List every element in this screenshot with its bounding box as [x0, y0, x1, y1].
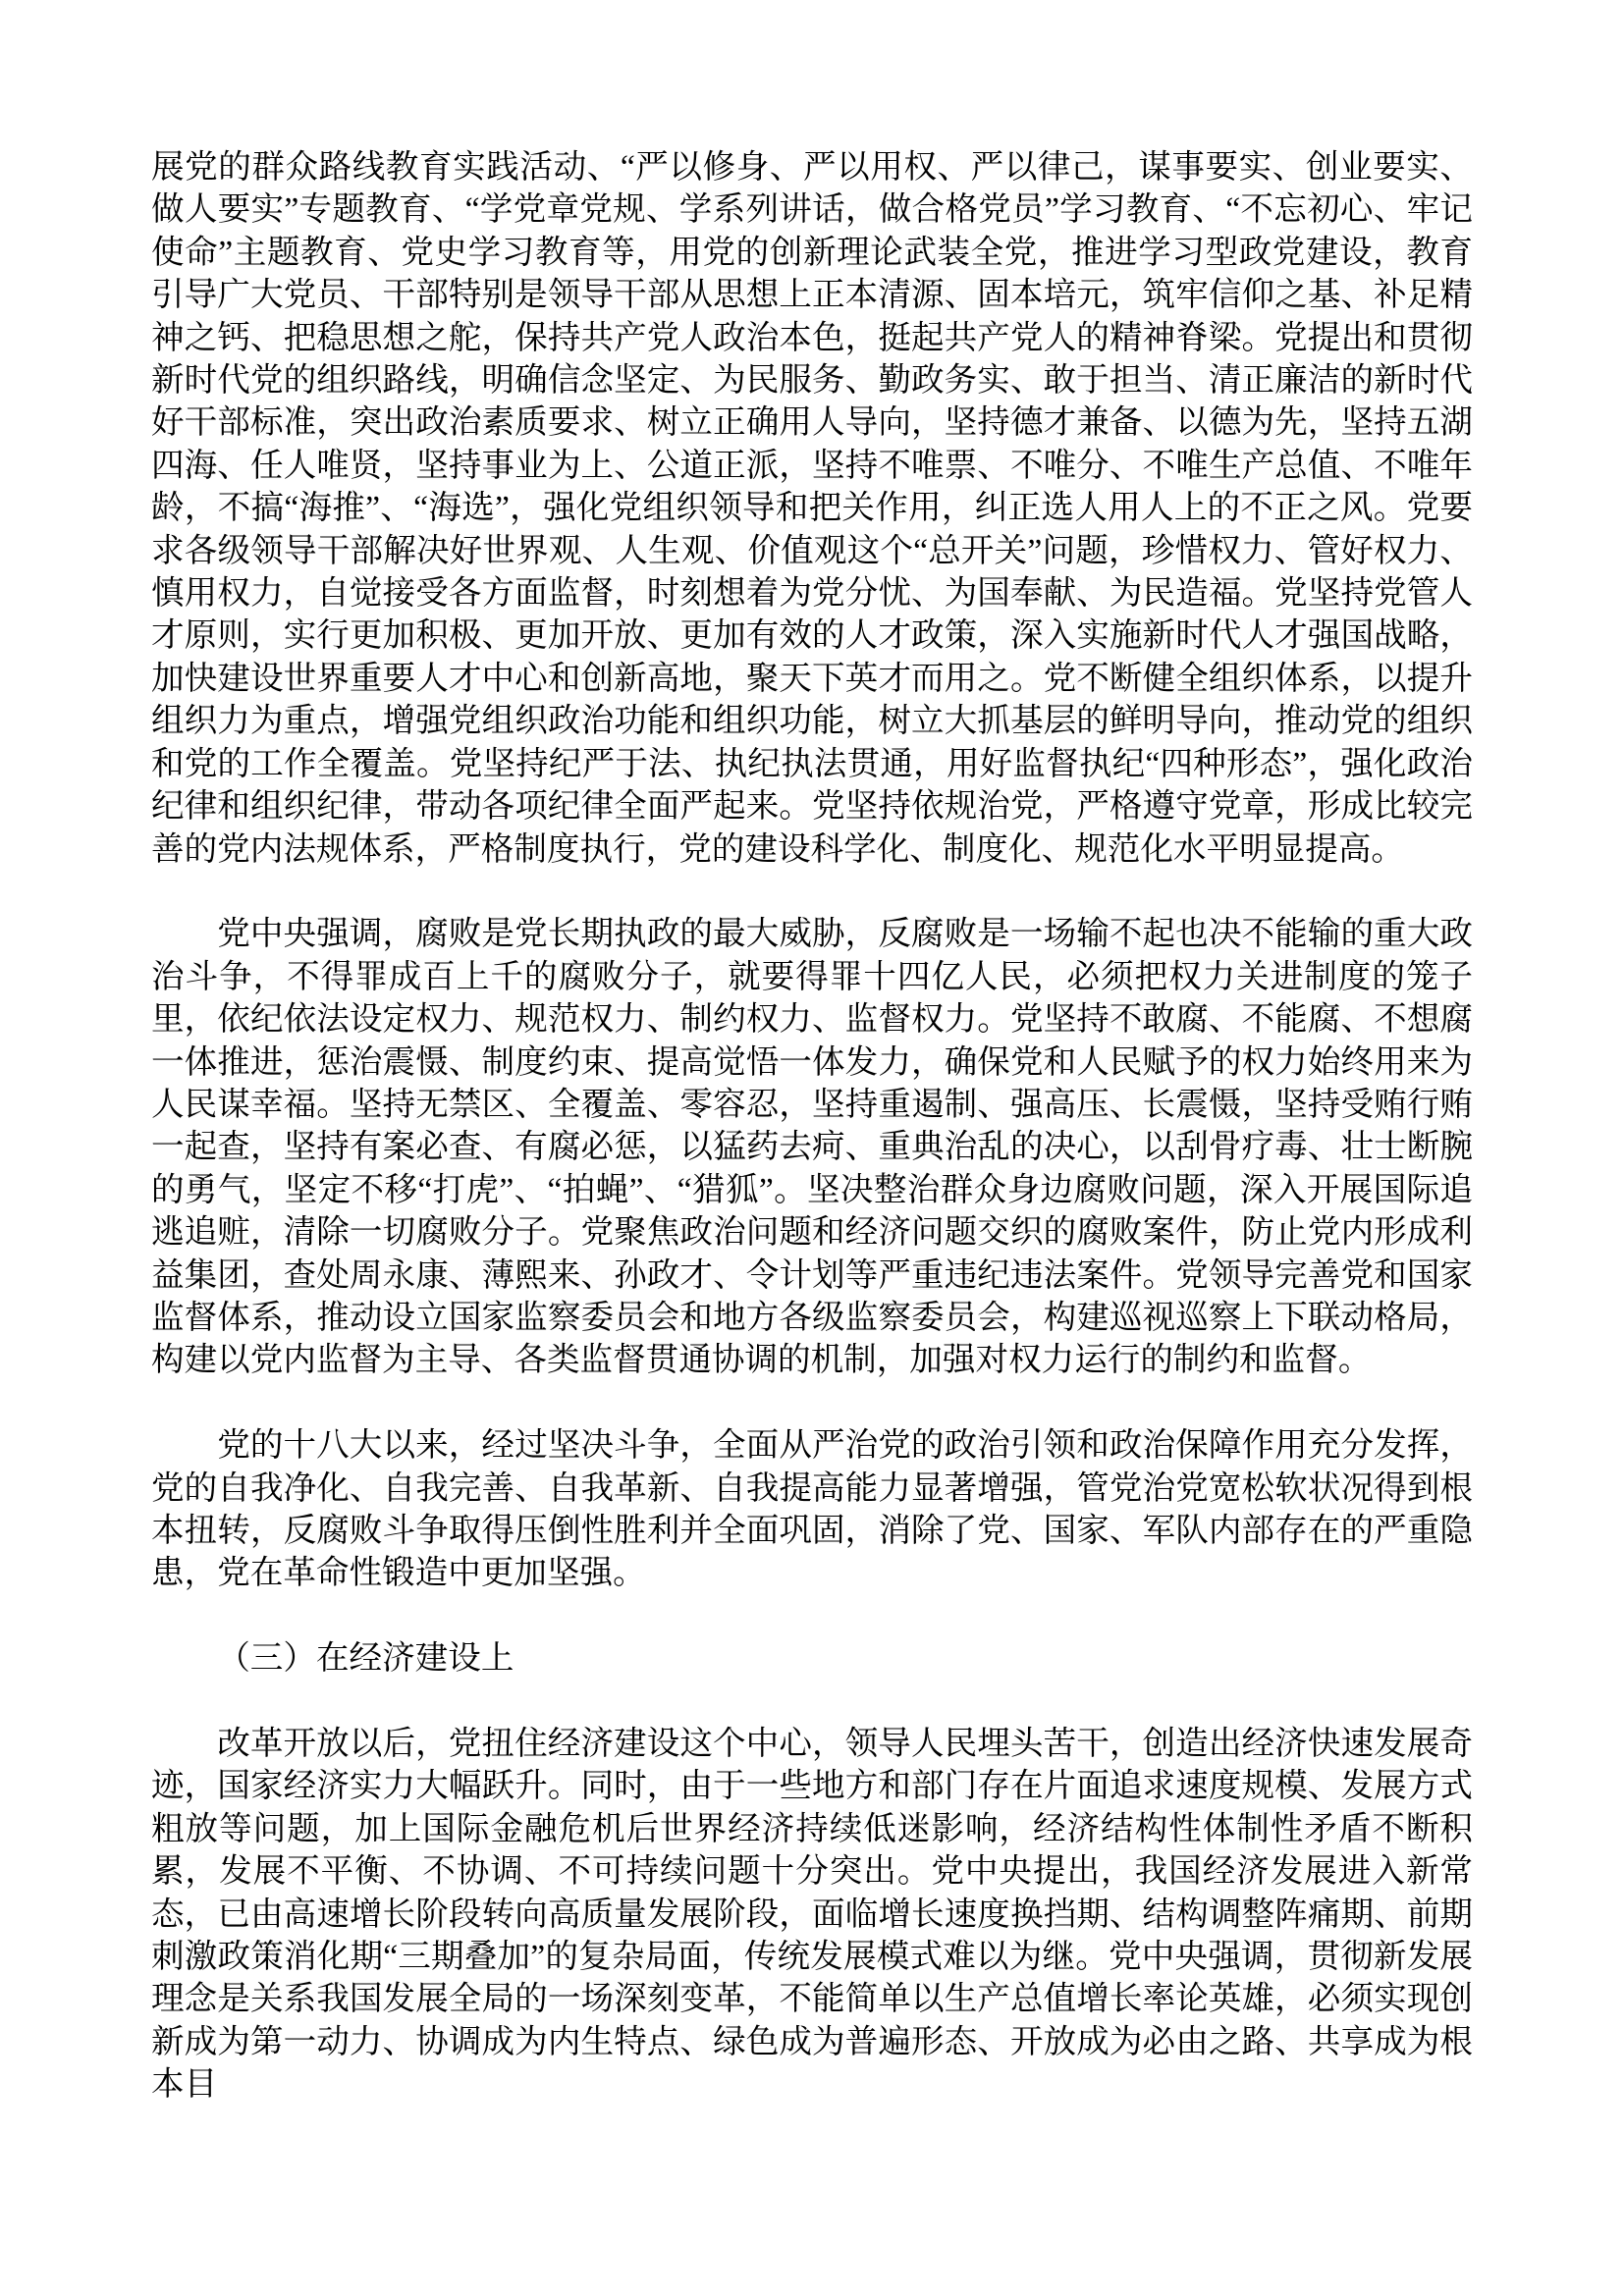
paragraph-since-18th-congress: 党的十八大以来，经过坚决斗争，全面从严治党的政治引领和政治保障作用充分发挥，党的自我净化、自我完善、自我革新、自我提高能力显著增强，管党治党宽松软状况得到根本扭转，反腐败斗争取得压倒性胜利并全面巩固，消除了党、国家、军队内部存在的严重隐患，党在革命性锻造中更加坚强。 — [151, 1427, 1473, 1592]
paragraph-anti-corruption: 党中央强调，腐败是党长期执政的最大威胁，反腐败是一场输不起也决不能输的重大政治斗争，不得罪成百上千的腐败分子，就要得罪十四亿人民，必须把权力关进制度的笼子里，依纪依法设定权力、规范权力、制约权力、监督权力。党坚持不敢腐、不能腐、不想腐一体推进，惩治震慑、制度约束、提高觉悟一体发力，确保党和人民赋予的权力始终用来为人民谋幸福。坚持无禁区、全覆盖、零容忍，坚持重遏制、强高压、长震慑，坚持受贿行贿一起查，坚持有案必查、有腐必惩，以猛药去疴、重典治乱的决心，以刮骨疗毒、壮士断腕的勇气，坚定不移“打虎”、“拍蝇”、“猎狐”。坚决整治群众身边腐败问题，深入开展国际追逃追赃，清除一切腐败分子。党聚焦政治问题和经济问题交织的腐败案件，防止党内形成利益集团，查处周永康、薄熙来、孙政才、令计划等严重违纪违法案件。党领导完善党和国家监督体系，推动设立国家监察委员会和地方各级监察委员会，构建巡视巡察上下联动格局，构建以党内监督为主导、各类监督贯通协调的机制，加强对权力运行的制约和监督。 — [151, 916, 1473, 1379]
section-heading-economic-construction: （三）在经济建设上 — [217, 1640, 514, 1678]
paragraph-party-building-continuation: 展党的群众路线教育实践活动、“严以修身、严以用权、严以律己，谋事要实、创业要实、做人要实”专题教育、“学党章党规、学系列讲话，做合格党员”学习教育、“不忘初心、牢记使命”主题教育、党史学习教育等，用党的创新理论武装全党，推进学习型政党建设，教育引导广大党员、干部特别是领导干部从思想上正本清源、固本培元，筑牢信仰之基、补足精神之钙、把稳思想之舵，保持共产党人政治本色，挺起共产党人的精神脊梁。党提出和贯彻新时代党的组织路线，明确信念坚定、为民服务、勤政务实、敢于担当、清正廉洁的新时代好干部标准，突出政治素质要求、树立正确用人导向，坚持德才兼备、以德为先，坚持五湖四海、任人唯贤，坚持事业为上、公道正派，坚持不唯票、不唯分、不唯生产总值、不唯年龄，不搞“海推”、“海选”，强化党组织领导和把关作用，纠正选人用人上的不正之风。党要求各级领导干部解决好世界观、人生观、价值观这个“总开关”问题，珍惜权力、管好权力、慎用权力，自觉接受各方面监督，时刻想着为党分忧、为国奉献、为民造福。党坚持党管人才原则，实行更加积极、更加开放、更加有效的人才政策，深入实施新时代人才强国战略，加快建设世界重要人才中心和创新高地，聚天下英才而用之。党不断健全组织体系，以提升组织力为重点，增强党组织政治功能和组织功能，树立大抓基层的鲜明导向，推动党的组织和党的工作全覆盖。党坚持纪严于法、执纪执法贯通，用好监督执纪“四种形态”，强化政治纪律和组织纪律，带动各项纪律全面严起来。党坚持依规治党，严格遵守党章，形成比较完善的党内法规体系，严格制度执行，党的建设科学化、制度化、规范化水平明显提高。 — [151, 149, 1473, 868]
paragraph-economic-development: 改革开放以后，党扭住经济建设这个中心，领导人民埋头苦干，创造出经济快速发展奇迹，国家经济实力大幅跃升。同时，由于一些地方和部门存在片面追求速度规模、发展方式粗放等问题，加上国际金融危机后世界经济持续低迷影响，经济结构性体制性矛盾不断积累，发展不平衡、不协调、不可持续问题十分突出。党中央提出，我国经济发展进入新常态，已由高速增长阶段转向高质量发展阶段，面临增长速度换挡期、结构调整阵痛期、前期刺激政策消化期“三期叠加”的复杂局面，传统发展模式难以为继。党中央强调，贯彻新发展理念是关系我国发展全局的一场深刻变革，不能简单以生产总值增长率论英雄，必须实现创新成为第一动力、协调成为内生特点、绿色成为普遍形态、开放成为必由之路、共享成为根本目 — [151, 1725, 1473, 2104]
